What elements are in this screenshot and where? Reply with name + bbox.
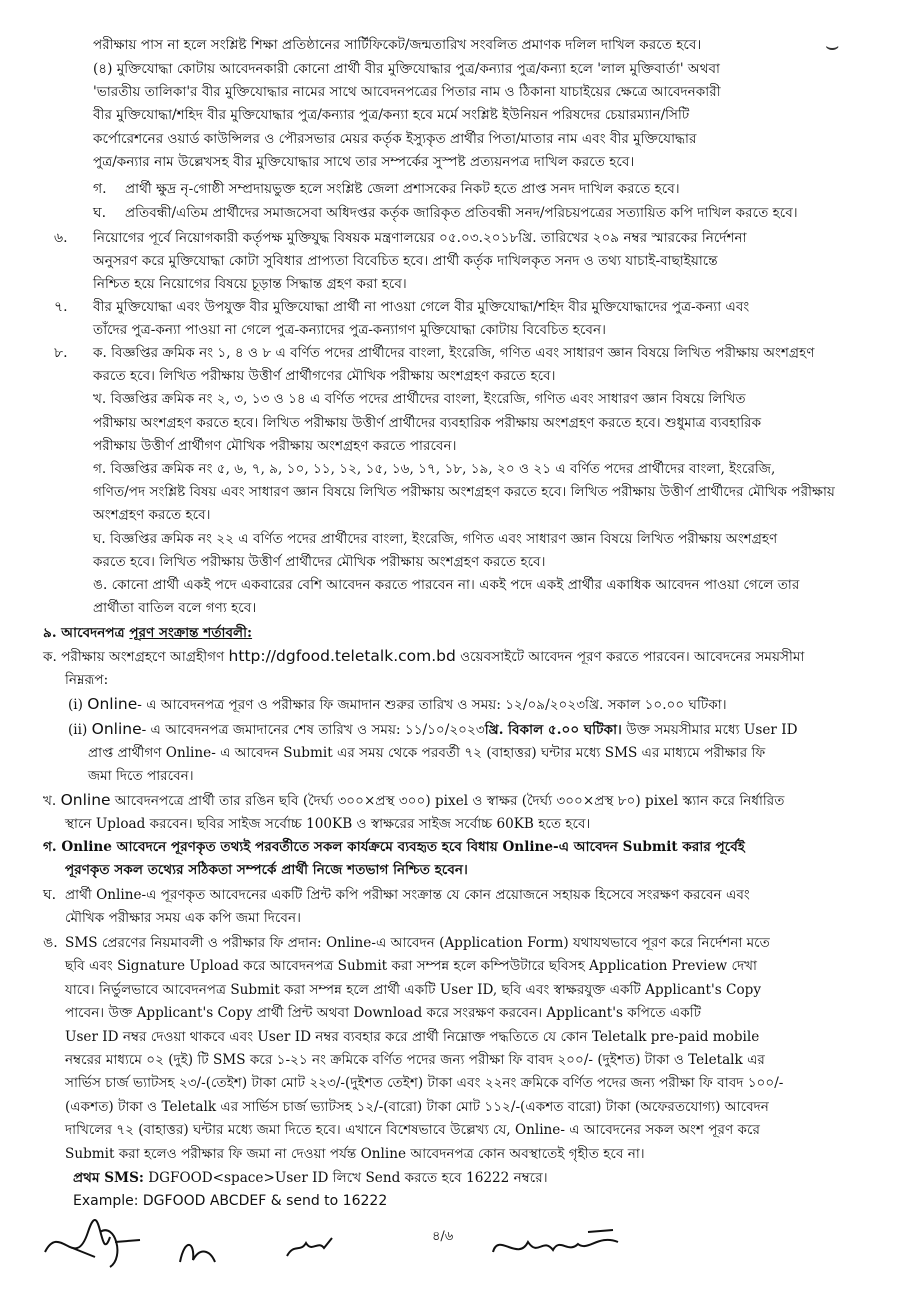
i-online: Online [87,695,138,713]
signature-2 [175,1232,225,1272]
item-9-uo-label: ঙ. [43,935,58,951]
ii-line: জমা দিতে পারবেন। [88,768,194,785]
item-6-line: অনুসরণ করে মুক্তিযোদ্ধা কোটা সুবিধার প্রাপ্যতা বিবেচিত হবে। প্রার্থী কর্তৃক দাখিলকৃত সনদ ও তথ্য যাচাই-বাছাইয়ান্তে [93,253,718,270]
item-9-ii [68,718,848,789]
gha-label: ঘ. [93,205,107,221]
item-8-kha: খ. বিজ্ঞপ্তির ক্রমিক নং ২, ৩, ১৩ ও ১৪ এ বর্ণিত পদের প্রার্থীদের বাংলা, ইংরেজি, গণিত এবং সাধারণ জ্ঞান বিষয়ে লিখিত [93,391,746,408]
ii-deadline: খ্রি. বিকাল ৫.০০ ঘটিকা। [484,722,622,738]
ga-label: গ. [93,181,107,197]
gha-text: প্রতিবন্ধী/এতিম প্রার্থীদের সমাজসেবা অধিদপ্তর কর্তৃক জারিকৃত প্রতিবন্ধী সনদ/পরিচয়পত্রের সত্যায়িত কপি দাখিল করতে হবে। [125,205,798,221]
item-8-uo: ঙ. কোনো প্রার্থী একই পদে একবারের বেশি আবেদন করতে পারবেন না। একই পদে একই প্রার্থীর একাধিক আবেদন পাওয়া গেলে তার [93,577,800,594]
kha-online: Online [60,791,111,809]
top-section [93,34,823,57]
ii-label: (ii) [68,722,92,738]
item-9-ga [43,836,853,882]
uo-line: Submit করা হলেও পরীক্ষার ফি জমা না দেওয়া পর্যন্ত Online আবেদনপত্র কোন অবস্থাতেই গৃহীত হবে না। [65,1145,645,1162]
ii-text: - এ আবেদনপত্র জমাদানের শেষ তারিখ ও সময়: ১১/১০/২০২৩ [141,722,485,738]
ii-online: Online [91,720,142,738]
page-number: ৪/৬ [432,1229,454,1244]
item-7-number: ৭. [54,299,68,315]
application-url-link[interactable]: http://dgfood.teletalk.com.bd [228,647,456,665]
quota-line: বীর মুক্তিযোদ্ধা/শহিদ বীর মুক্তিযোদ্ধার পুত্র/কন্যার পুত্র/কন্যা হবে মর্মে সংশ্লিষ্ট ইউনিয়ন পরিষদের চেয়ারম্যান/সিটি [93,107,690,124]
ka-prefix: ক. পরীক্ষায় অংশগ্রহণে আগ্রহীগণ [43,649,229,665]
item-9-gha [65,884,850,930]
item-9-ka [43,645,843,692]
uo-line: পাবেন। উক্ত Applicant's Copy প্রার্থী প্রিন্ট অথবা Download করে সংরক্ষণ করবেন। Applicant's কপিতে একটি [65,1005,702,1022]
signature-3 [282,1228,337,1263]
item-8-ka: করতে হবে। লিখিত পরীক্ষায় উত্তীর্ণ প্রার্থীগণের মৌখিক পরীক্ষায় অংশগ্রহণ করতে হবে। [93,368,556,385]
ga-line: পূরণকৃত সকল তথ্যের সঠিকতা সম্পর্কে প্রার্থী নিজে শতভাগ নিশ্চিত হবেন। [65,862,468,879]
uo-line: যাবে। নির্ভুলভাবে আবেদনপত্র Submit করা সম্পন্ন হলে প্রার্থী একটি User ID, ছবি এবং স্বাক্ষরযুক্ত একটি Applicant's Copy [65,981,762,998]
item-6-number: ৬. [54,230,68,246]
item-8 [93,342,838,620]
item-7 [93,296,833,342]
item-6 [93,227,833,297]
item-6-line: নিশ্চিত হয়ে নিয়োগের বিষয়ে চূড়ান্ত সিদ্ধান্ত গ্রহণ করা হবে। [93,276,407,293]
quota-line: (৪) মুক্তিযোদ্ধা কোটায় আবেদনকারী কোনো প্রার্থী বীর মুক্তিযোদ্ধার পুত্র/কন্যার পুত্র/কন্যা হলে 'লাল মুক্তিবার্তা' অথবা [93,61,721,77]
margin-mark: ⌣ [825,34,840,59]
item-8-ga: গণিত/পদ সংশ্লিষ্ট বিষয় এবং সাধারণ জ্ঞান বিষয়ে লিখিত পরীক্ষায় অংশগ্রহণ করতে হবে। লিখিত পরীক্ষায় উত্তীর্ণ প্রার্থীদের মৌখিক পরীক্ষায় [93,484,835,501]
kha-label: খ. [43,793,61,809]
kha-line: স্থানে Upload করবেন। ছবির সাইজ সর্বোচ্চ 100KB ও স্বাক্ষরের সাইজ সর্বোচ্চ 60KB হতে হবে। [65,816,591,833]
i-text: - এ আবেদনপত্র পূরণ ও পরীক্ষার ফি জমাদান শুরুর তারিখ ও সময়: ১২/০৯/২০২৩খ্রি. সকাল ১০.০০ ঘটিকা। [137,697,727,713]
quota-paragraph [93,58,823,174]
kha-line: আবেদনপত্রে প্রার্থী তার রঙিন ছবি (দৈর্ঘ্য ৩০০×প্রস্থ ৩০০) pixel ও স্বাক্ষর (দৈর্ঘ্য ৩০০×প্রস্থ ৮০) pixel স্ক্যান করে নির্ধারিত [110,793,785,809]
gha-line: প্রার্থী Online-এ পূরণকৃত আবেদনের একটি প্রিন্ট কপি পরীক্ষা সংক্রান্ত যে কোন প্রয়োজনে সহায়ক হিসেবে সংরক্ষণ করবেন এবং [65,887,750,903]
top-line-1: পরীক্ষায় পাস না হলে সংশ্লিষ্ট শিক্ষা প্রতিষ্ঠানের সার্টিফিকেট/জন্মতারিখ সংবলিত প্রমাণক দলিল দাখিল করতে হবে। [93,37,702,53]
item-8-number: ৮. [54,345,68,361]
item-9-heading-b: পূরণ সংক্রান্ত শর্তাবলী: [129,625,253,641]
item-7-line: তাঁদের পুত্র-কন্যা পাওয়া না গেলে পুত্র-কন্যাদের পুত্র-কন্যাগণ মুক্তিযোদ্ধা কোটায় বিবেচিত হবেন। [93,322,606,339]
item-8-uo: প্রার্থীতা বাতিল বলে গণ্য হবে। [93,600,257,617]
uo-line: দাখিলের ৭২ (বাহাত্তর) ঘন্টার মধ্যে জমা দিতে হবে। এখানে বিশেষভাবে উল্লেখ্য যে, Online- এ আবেদনের সকল অংশ পূরণ করে [65,1122,760,1139]
signature-1 [40,1212,150,1282]
item-8-ga: অংশগ্রহণ করতে হবে। [93,507,211,524]
quota-line: পুত্র/কন্যার নাম উল্লেখসহ বীর মুক্তিযোদ্ধার সাথে তার সম্পর্কের সুস্পষ্ট প্রত্যয়নপত্র দাখিল করতে হবে। [93,153,635,170]
item-7-line: বীর মুক্তিযোদ্ধা এবং উপযুক্ত বীর মুক্তিযোদ্ধা প্রার্থী না পাওয়া গেলে বীর মুক্তিযোদ্ধা/শহিদ বীর মুক্তিযোদ্ধাদের পুত্র-কন্যা এবং [93,299,750,315]
item-9-heading-a: ৯. আবেদনপত্র [43,625,130,641]
uo-line: নম্বরের মাধ্যমে ০২ (দুই) টি SMS করে ১-২১ নং ক্রমিকে বর্ণিত পদের জন্য পরীক্ষা ফি বাবদ ২০০/- (দুইশত) টাকা ও Teletalk এর [65,1052,765,1069]
uo-line: User ID নম্বর দেওয়া থাকবে এবং User ID নম্বর ব্যবহার করে প্রার্থী নিম্নোক্ত পদ্ধতিতে যে কোন Teletalk pre-paid mobile [65,1028,760,1045]
ii-post: উক্ত সময়সীমার মধ্যে User ID [621,722,798,738]
item-9-heading [43,622,823,645]
i-label: (i) [68,697,88,713]
item-8-kha: পরীক্ষায় উত্তীর্ণ প্রার্থীগণ মৌখিক পরীক্ষায় অংশগ্রহণ করতে পারবেন। [93,437,457,454]
gha-line: মৌখিক পরীক্ষার সময় এক কপি জমা দিবেন। [65,910,301,927]
ga-line: গ. Online আবেদনে পূরণকৃত তথ্যই পরবর্তীতে সকল কার্যক্রমে ব্যবহৃত হবে বিধায় Online-এ আবেদন Submit করার পূর্বেই [43,839,745,855]
uo-line: (একশত) টাকা ও Teletalk এর সার্ভিস চার্জ ভ্যাটসহ ১২/-(বারো) টাকা মোট ১১২/-(একশত বারো) টাকা (অফেরতযোগ্য) আবেদন [65,1098,769,1115]
first-sms [73,1167,853,1190]
ka-line: নিম্নরূপ: [65,672,109,689]
item-8-gha: ঘ. বিজ্ঞপ্তির ক্রমিক নং ২২ এ বর্ণিত পদের প্রার্থীদের বাংলা, ইংরেজি, গণিত এবং সাধারণ জ্ঞান বিষয়ে লিখিত পরীক্ষায় অংশগ্রহণ [93,530,778,547]
signature-4 [488,1222,628,1272]
item-9-gha-label: ঘ. [43,887,57,903]
quota-line: কর্পোরেশনের ওয়ার্ড কাউন্সিলর ও পৌরসভার মেয়র কর্তৃক ইস্যুকৃত প্রার্থীর পিতা/মাতার নাম এবং বীর মুক্তিযোদ্ধার [93,130,697,147]
item-9-kha [43,789,843,836]
item-8-ka: ক. বিজ্ঞপ্তির ক্রমিক নং ১, ৪ ও ৮ এ বর্ণিত পদের প্রার্থীদের বাংলা, ইংরেজি, গণিত এবং সাধারণ জ্ঞান বিষয়ে লিখিত পরীক্ষায় অংশগ্রহণ [93,345,815,361]
item-9-uo [65,932,855,1166]
item-8-kha: পরীক্ষায় অংশগ্রহণ করতে হবে। লিখিত পরীক্ষায় উত্তীর্ণ প্রার্থীদের ব্যবহারিক পরীক্ষায় অংশগ্রহণ করতে হবে। শুধুমাত্র ব্যবহারিক [93,414,762,431]
ii-line: প্রাপ্ত প্রার্থীগণ Online- এ আবেদন Submit এর সময় থেকে পরবর্তী ৭২ (বাহাত্তর) ঘন্টার মধ্যে SMS এর মাধ্যমে পরীক্ষার ফি [88,745,766,762]
item-6-line: নিয়োগের পূর্বে নিয়োগকারী কর্তৃপক্ষ মুক্তিযুদ্ধ বিষয়ক মন্ত্রণালয়ের ০৫.০৩.২০১৮খ্রি. তারিখের ২০৯ নম্বর স্মারকের নির্দেশনা [93,230,747,246]
sms-label: প্রথম SMS: [73,1170,144,1186]
uo-line: সার্ভিস চার্জ ভ্যাটসহ ২৩/-(তেইশ) টাকা মোট ২২৩/-(দুইশত তেইশ) টাকা এবং ২২নং ক্রমিকে বর্ণিত পদের জন্য পরীক্ষা ফি বাবদ ১০০/- [65,1075,784,1092]
ka-suffix: ওয়েবসাইটে আবেদন পূরণ করতে পারবেন। আবেদনের সময়সীমা [455,649,805,665]
ga-text: প্রার্থী ক্ষুদ্র নৃ-গোষ্ঠী সম্প্রদায়ভুক্ত হলে সংশ্লিষ্ট জেলা প্রশাসকের নিকট হতে প্রাপ্ত সনদ দাখিল করতে হবে। [125,181,680,197]
item-8-gha: করতে হবে। লিখিত পরীক্ষায় উত্তীর্ণ প্রার্থীদের মৌখিক পরীক্ষায় অংশগ্রহণ করতে হবে। [93,553,546,570]
item-8-ga: গ. বিজ্ঞপ্তির ক্রমিক নং ৫, ৬, ৭, ৯, ১০, ১১, ১২, ১৫, ১৬, ১৭, ১৮, ১৯, ২০ ও ২১ এ বর্ণিত পদের প্রার্থীদের বাংলা, ইংরেজি, [93,461,776,478]
item-9-i [68,693,848,717]
quota-line: 'ভারতীয় তালিকা'র বীর মুক্তিযোদ্ধার নামের সাথে আবেদনপত্রের পিতার নাম ও ঠিকানা যাচাইয়ের ক্ষেত্রে আবেদনকারী [93,84,721,101]
sms-example: Example: DGFOOD ABCDEF & send to 16222 [73,1193,388,1209]
sms-text: DGFOOD<space>User ID লিখে Send করতে হবে 16222 নম্বরে। [143,1170,548,1186]
uo-line: ছবি এবং Signature Upload করে আবেদনপত্র Submit করা সম্পন্ন হলে কম্পিউটারে ছবিসহ Application Preview দেখা [65,958,757,975]
uo-line: SMS প্রেরণের নিয়মাবলী ও পরীক্ষার ফি প্রদান: Online-এ আবেদন (Application Form) যথাযথভাবে পূরণ করে নির্দেশনা মতে [65,935,770,951]
